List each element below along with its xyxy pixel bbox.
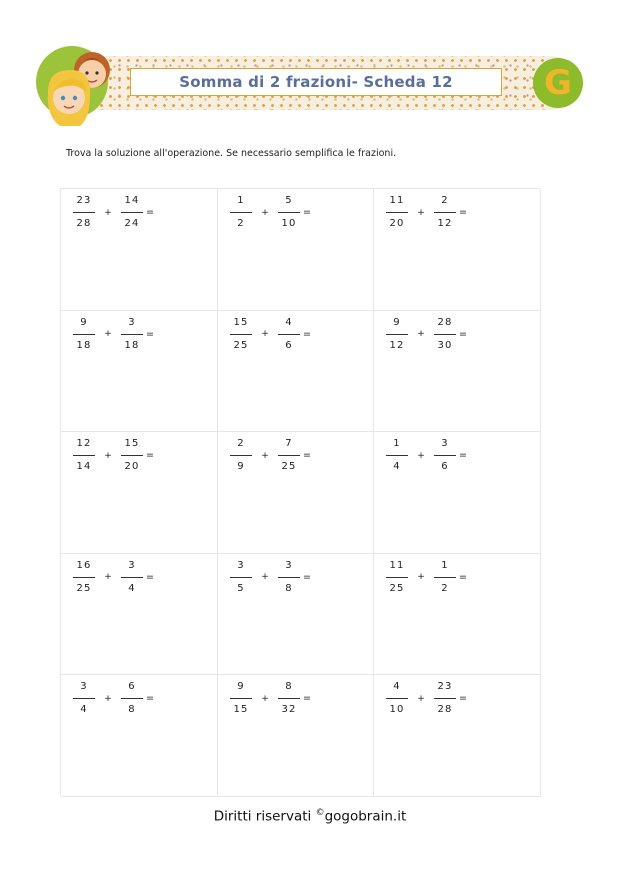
fraction-numerator: 4 [393, 681, 401, 693]
fraction-denominator: 5 [237, 582, 245, 594]
fraction-numerator: 3 [285, 559, 293, 571]
fraction-denominator: 8 [128, 704, 136, 716]
fraction-bar [386, 455, 408, 456]
exercise-grid [60, 188, 540, 796]
exercise-cell[interactable] [218, 554, 374, 676]
fraction-bar [73, 212, 95, 213]
exercise-cell[interactable] [61, 675, 218, 797]
fraction [384, 438, 410, 473]
fraction [119, 681, 145, 716]
fraction-sum-expression [384, 438, 471, 473]
fraction-denominator: 18 [124, 339, 140, 351]
footer-site-link[interactable]: gogobrain.it [324, 808, 407, 825]
equals-sign: = [459, 450, 467, 462]
fraction-bar [386, 334, 408, 335]
fraction [276, 438, 302, 473]
fraction [432, 317, 458, 352]
fraction-bar [121, 334, 143, 335]
fraction-denominator: 2 [441, 582, 449, 594]
fraction [432, 438, 458, 473]
fraction-numerator: 6 [128, 681, 136, 693]
footer-rights-text: Diritti riservati [213, 808, 316, 825]
equals-sign: = [146, 450, 154, 462]
fraction-numerator: 15 [233, 316, 249, 328]
fraction-numerator: 3 [441, 438, 449, 450]
fraction-numerator: 12 [76, 438, 92, 450]
title-frame [130, 68, 502, 96]
fraction [71, 195, 97, 230]
fraction [276, 195, 302, 230]
fraction [228, 317, 254, 352]
equals-sign: = [146, 571, 154, 583]
children-illustration [34, 42, 130, 134]
gogobrain-logo [533, 58, 583, 108]
fraction [119, 438, 145, 473]
equals-sign: = [303, 450, 311, 462]
exercise-cell[interactable] [374, 554, 541, 676]
fraction-numerator: 15 [124, 438, 140, 450]
fraction-numerator: 16 [76, 559, 92, 571]
fraction-bar [434, 212, 456, 213]
fraction [276, 560, 302, 595]
plus-operator: + [104, 329, 112, 340]
exercise-cell[interactable] [374, 311, 541, 433]
plus-operator: + [417, 329, 425, 340]
exercise-cell[interactable] [61, 554, 218, 676]
fraction [276, 317, 302, 352]
exercise-cell[interactable] [374, 675, 541, 797]
fraction-bar [121, 455, 143, 456]
fraction-denominator: 25 [281, 461, 297, 473]
plus-operator: + [417, 693, 425, 704]
fraction [228, 560, 254, 595]
fraction-bar [230, 455, 252, 456]
logo-letter: G [544, 63, 572, 103]
footer [0, 808, 620, 825]
fraction-bar [278, 334, 300, 335]
fraction-numerator: 23 [76, 195, 92, 206]
plus-operator: + [261, 450, 269, 461]
fraction [119, 317, 145, 352]
fraction [119, 560, 145, 595]
fraction-denominator: 18 [76, 339, 92, 351]
plus-operator: + [104, 572, 112, 583]
page-title: Somma di 2 frazioni- Scheda 12 [179, 73, 453, 91]
fraction-denominator: 2 [237, 218, 245, 229]
fraction-denominator: 10 [281, 218, 297, 229]
equals-sign: = [146, 693, 154, 705]
fraction-bar [434, 577, 456, 578]
exercise-cell[interactable] [218, 311, 374, 433]
fraction-denominator: 4 [393, 461, 401, 473]
fraction [384, 681, 410, 716]
fraction-sum-expression [384, 195, 471, 230]
fraction-sum-expression [384, 317, 471, 352]
fraction-sum-expression [71, 681, 158, 716]
fraction-bar [278, 212, 300, 213]
fraction-numerator: 11 [389, 195, 405, 206]
fraction [432, 195, 458, 230]
plus-operator: + [104, 207, 112, 218]
fraction-denominator: 25 [389, 582, 405, 594]
plus-operator: + [261, 329, 269, 340]
fraction-sum-expression [71, 195, 158, 230]
fraction-bar [230, 334, 252, 335]
fraction [432, 681, 458, 716]
equals-sign: = [459, 207, 467, 218]
fraction-sum-expression [228, 195, 315, 230]
fraction [71, 681, 97, 716]
plus-operator: + [104, 450, 112, 461]
fraction-numerator: 1 [393, 438, 401, 450]
fraction-numerator: 9 [393, 316, 401, 328]
plus-operator: + [417, 207, 425, 218]
fraction-bar [386, 577, 408, 578]
fraction-bar [73, 455, 95, 456]
fraction-bar [386, 698, 408, 699]
fraction-sum-expression [71, 560, 158, 595]
plus-operator: + [417, 572, 425, 583]
equals-sign: = [459, 571, 467, 583]
fraction-denominator: 10 [389, 704, 405, 716]
fraction-bar [230, 212, 252, 213]
fraction [384, 317, 410, 352]
fraction [228, 438, 254, 473]
exercise-cell[interactable] [374, 432, 541, 554]
fraction [71, 317, 97, 352]
fraction-sum-expression [384, 560, 471, 595]
fraction-numerator: 14 [124, 195, 140, 206]
fraction-denominator: 24 [124, 218, 140, 229]
exercise-cell[interactable] [374, 189, 541, 311]
fraction-bar [278, 455, 300, 456]
fraction-denominator: 20 [389, 218, 405, 229]
fraction-numerator: 7 [285, 438, 293, 450]
fraction-sum-expression [71, 438, 158, 473]
fraction-denominator: 14 [76, 461, 92, 473]
fraction-bar [434, 334, 456, 335]
fraction [71, 438, 97, 473]
plus-operator: + [417, 450, 425, 461]
exercise-cell[interactable] [218, 675, 374, 797]
exercise-cell[interactable] [61, 432, 218, 554]
instruction-text: Trova la soluzione all'operazione. Se necessario semplifica le frazioni. [66, 148, 397, 159]
fraction-numerator: 1 [237, 195, 245, 206]
plus-operator: + [261, 572, 269, 583]
fraction [228, 195, 254, 230]
fraction-denominator: 15 [233, 704, 249, 716]
plus-operator: + [261, 207, 269, 218]
fraction-denominator: 28 [76, 218, 92, 229]
fraction-bar [434, 455, 456, 456]
equals-sign: = [303, 328, 311, 340]
fraction-numerator: 2 [441, 195, 449, 206]
exercise-cell[interactable] [61, 189, 218, 311]
fraction-denominator: 6 [441, 461, 449, 473]
fraction-bar [73, 334, 95, 335]
fraction-bar [278, 577, 300, 578]
fraction-numerator: 28 [437, 316, 453, 328]
fraction-numerator: 23 [437, 681, 453, 693]
fraction-denominator: 9 [237, 461, 245, 473]
fraction-denominator: 4 [128, 582, 136, 594]
fraction-sum-expression [71, 317, 158, 352]
fraction-bar [230, 577, 252, 578]
plus-operator: + [104, 693, 112, 704]
fraction-numerator: 3 [237, 559, 245, 571]
fraction-denominator: 8 [285, 582, 293, 594]
equals-sign: = [459, 693, 467, 705]
fraction [228, 681, 254, 716]
copyright-symbol: © [315, 808, 325, 818]
plus-operator: + [261, 693, 269, 704]
fraction-sum-expression [228, 560, 315, 595]
fraction-sum-expression [384, 681, 471, 716]
fraction-numerator: 11 [389, 559, 405, 571]
fraction-sum-expression [228, 317, 315, 352]
equals-sign: = [303, 207, 311, 218]
fraction [71, 560, 97, 595]
fraction-bar [73, 577, 95, 578]
fraction-numerator: 5 [285, 195, 293, 206]
fraction-numerator: 1 [441, 559, 449, 571]
fraction-sum-expression [228, 681, 315, 716]
fraction [384, 195, 410, 230]
fraction-denominator: 32 [281, 704, 297, 716]
fraction-bar [121, 212, 143, 213]
fraction-numerator: 3 [128, 316, 136, 328]
fraction-bar [73, 698, 95, 699]
fraction-denominator: 28 [437, 704, 453, 716]
equals-sign: = [459, 328, 467, 340]
fraction [432, 560, 458, 595]
fraction-denominator: 20 [124, 461, 140, 473]
fraction [384, 560, 410, 595]
fraction-numerator: 9 [237, 681, 245, 693]
fraction-bar [230, 698, 252, 699]
fraction-numerator: 9 [80, 316, 88, 328]
fraction-denominator: 25 [76, 582, 92, 594]
equals-sign: = [146, 328, 154, 340]
exercise-cell[interactable] [61, 311, 218, 433]
fraction-numerator: 2 [237, 438, 245, 450]
fraction-bar [386, 212, 408, 213]
equals-sign: = [146, 207, 154, 218]
fraction [276, 681, 302, 716]
fraction-bar [278, 698, 300, 699]
fraction-denominator: 30 [437, 339, 453, 351]
equals-sign: = [303, 693, 311, 705]
equals-sign: = [303, 571, 311, 583]
fraction-denominator: 6 [285, 339, 293, 351]
fraction-bar [121, 698, 143, 699]
fraction-numerator: 3 [128, 559, 136, 571]
exercise-cell[interactable] [218, 432, 374, 554]
exercise-cell[interactable] [218, 189, 374, 311]
fraction-numerator: 4 [285, 316, 293, 328]
fraction-denominator: 25 [233, 339, 249, 351]
fraction [119, 195, 145, 230]
fraction-numerator: 8 [285, 681, 293, 693]
fraction-denominator: 12 [389, 339, 405, 351]
fraction-denominator: 12 [437, 218, 453, 229]
fraction-bar [121, 577, 143, 578]
fraction-numerator: 3 [80, 681, 88, 693]
fraction-bar [434, 698, 456, 699]
fraction-sum-expression [228, 438, 315, 473]
fraction-denominator: 4 [80, 704, 88, 716]
